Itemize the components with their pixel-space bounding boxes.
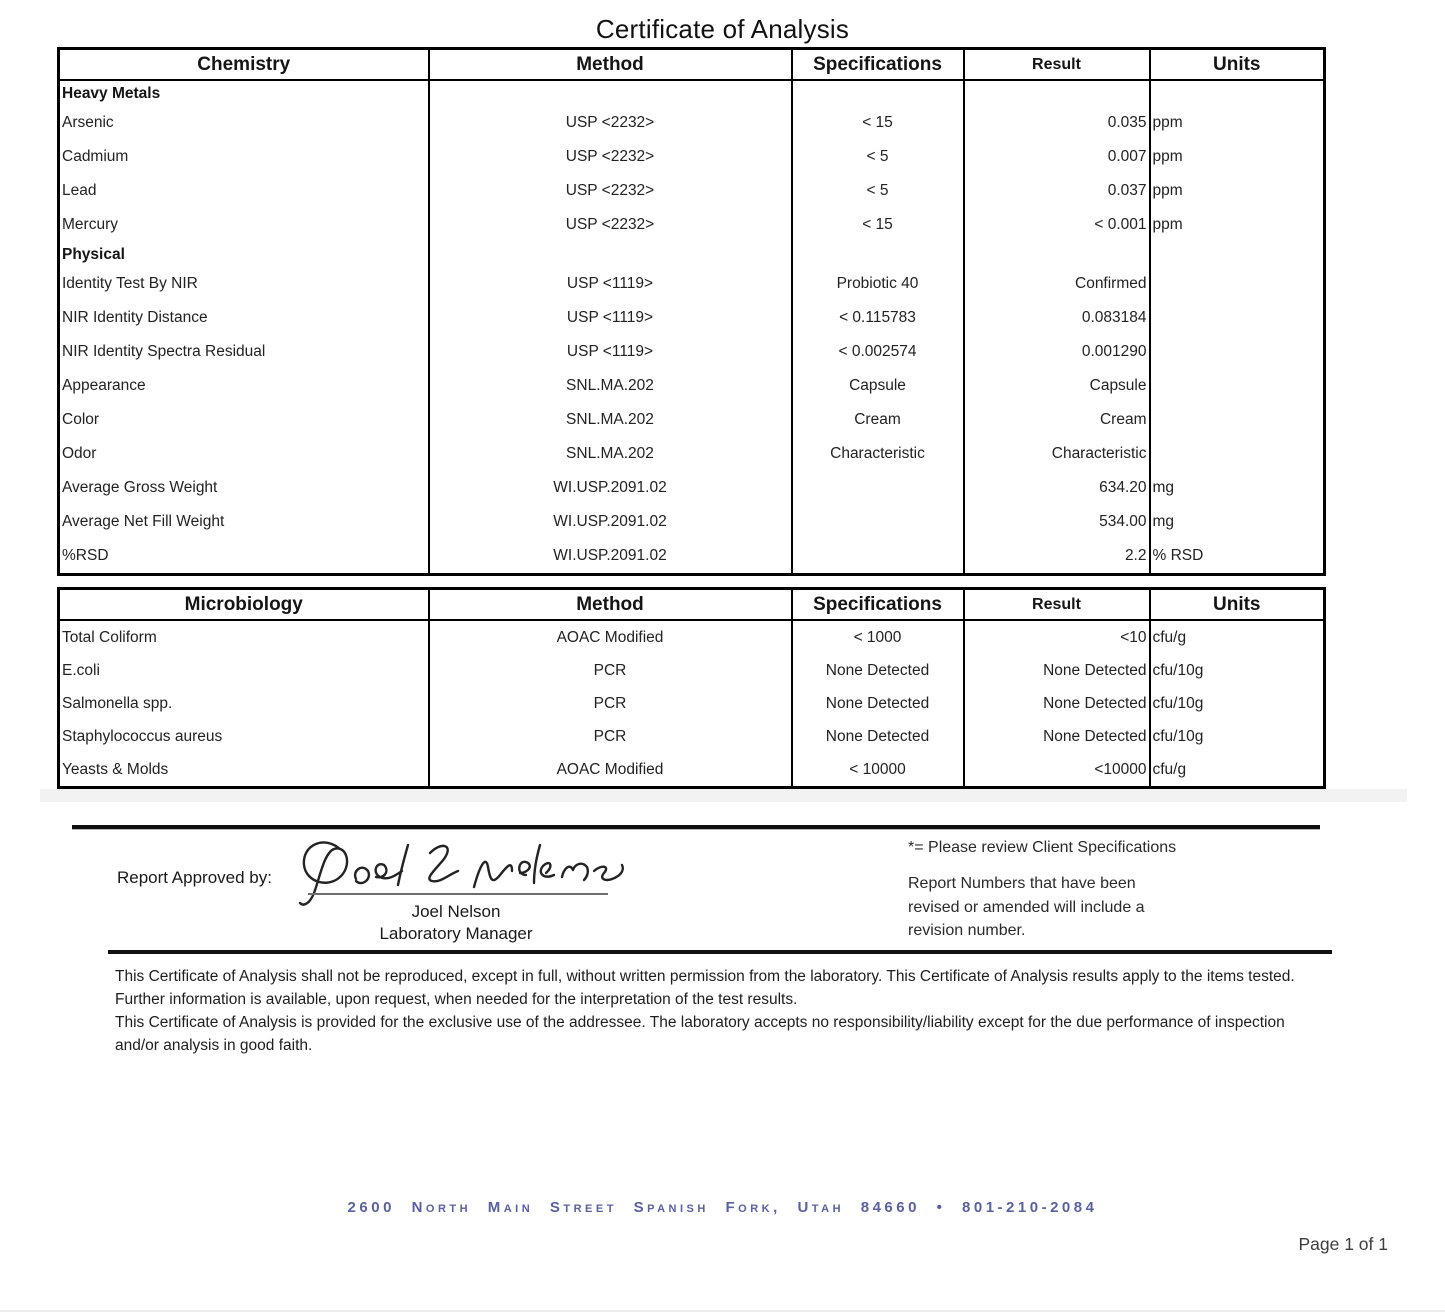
table-row — [59, 267, 1325, 301]
horizontal-rule-top — [72, 825, 1320, 830]
cell-spec: < 0.002574 — [792, 335, 964, 369]
table-row — [59, 539, 1325, 575]
cell-result: < 0.001 — [964, 208, 1150, 242]
table-row — [59, 403, 1325, 437]
cell-spec: < 0.115783 — [792, 301, 964, 335]
cell-method: USP <1119> — [429, 301, 792, 335]
cell-result: 0.037 — [964, 174, 1150, 208]
cell-label: Lead — [62, 182, 97, 199]
column-header-microbiology: Microbiology — [59, 589, 429, 621]
chemistry-table — [57, 47, 1326, 576]
horizontal-rule-bottom — [108, 950, 1332, 954]
cell-unit: ppm — [1150, 106, 1325, 140]
table-row — [59, 505, 1325, 539]
cell-unit: cfu/g — [1150, 753, 1325, 788]
cell-method: WI.USP.2091.02 — [429, 471, 792, 505]
bottom-edge-strip — [0, 1310, 1445, 1312]
cell-spec — [792, 471, 964, 505]
cell-spec: None Detected — [792, 720, 964, 753]
cell-method — [429, 242, 792, 267]
table-row — [59, 753, 1325, 788]
cell-spec — [792, 80, 964, 106]
cell-label: Average Net Fill Weight — [62, 513, 225, 530]
cell-unit: cfu/10g — [1150, 687, 1325, 720]
cell-spec — [792, 505, 964, 539]
revision-note: Report Numbers that have been revised or amended will include a revision number. — [908, 875, 1145, 939]
cell-spec: None Detected — [792, 687, 964, 720]
cell-method: WI.USP.2091.02 — [429, 505, 792, 539]
page-number: Page 1 of 1 — [1298, 1234, 1388, 1254]
cell-method: USP <2232> — [429, 106, 792, 140]
cell-unit — [1150, 437, 1325, 471]
column-header-method: Method — [429, 589, 792, 621]
client-specifications-note: *= Please review Client Specifications — [908, 839, 1177, 856]
cell-result — [964, 242, 1150, 267]
cell-label: Mercury — [62, 216, 118, 233]
cell-result: Cream — [964, 403, 1150, 437]
cell-result: Capsule — [964, 369, 1150, 403]
approver-role: Laboratory Manager — [379, 924, 533, 943]
cell-result: 0.007 — [964, 140, 1150, 174]
cell-unit — [1150, 242, 1325, 267]
cell-spec: < 5 — [792, 140, 964, 174]
cell-unit: ppm — [1150, 174, 1325, 208]
cell-spec: < 5 — [792, 174, 964, 208]
cell-unit: ppm — [1150, 208, 1325, 242]
cell-spec: None Detected — [792, 654, 964, 687]
cell-result: None Detected — [964, 654, 1150, 687]
cell-unit: ppm — [1150, 140, 1325, 174]
cell-spec: < 1000 — [792, 620, 964, 654]
cell-result: Characteristic — [964, 437, 1150, 471]
cell-result: Confirmed — [964, 267, 1150, 301]
cell-method: SNL.MA.202 — [429, 369, 792, 403]
cell-result: 0.083184 — [964, 301, 1150, 335]
cell-unit: mg — [1150, 505, 1325, 539]
cell-spec: Cream — [792, 403, 964, 437]
cell-unit — [1150, 80, 1325, 106]
cell-label: Average Gross Weight — [62, 479, 218, 496]
cell-spec: Probiotic 40 — [792, 267, 964, 301]
cell-label: %RSD — [62, 547, 109, 564]
column-header-specifications: Specifications — [792, 49, 964, 81]
cell-method — [429, 80, 792, 106]
cell-spec: Capsule — [792, 369, 964, 403]
cell-label: Yeasts & Molds — [62, 760, 169, 778]
cell-method: USP <2232> — [429, 140, 792, 174]
cell-result: 2.2 — [964, 539, 1150, 575]
cell-method: PCR — [429, 720, 792, 753]
cell-unit — [1150, 301, 1325, 335]
column-header-result: Result — [964, 589, 1150, 621]
cell-result: <10000 — [964, 753, 1150, 788]
cell-label: E.coli — [62, 661, 100, 679]
table-row — [59, 174, 1325, 208]
lab-address: 2600 North Main Street Spanish Fork, Utah 84660 • 801-210-2084 — [347, 1199, 1098, 1216]
disclaimer-text — [115, 965, 1307, 1057]
column-header-units: Units — [1150, 589, 1325, 621]
cell-result: 634.20 — [964, 471, 1150, 505]
cell-spec: < 10000 — [792, 753, 964, 788]
cell-result: <10 — [964, 620, 1150, 654]
disclaimer-paragraph-2: This Certificate of Analysis is provided for the exclusive use of the addressee. The laboratory accepts no responsibility/liability except for the due performance of inspection and/or analysis in good faith. — [115, 1014, 1285, 1054]
signature-line — [308, 893, 608, 895]
table-row — [59, 208, 1325, 242]
table-row — [59, 301, 1325, 335]
cell-result: None Detected — [964, 687, 1150, 720]
cell-label: NIR Identity Distance — [62, 309, 208, 326]
table-row — [59, 471, 1325, 505]
disclaimer-paragraph-1: This Certificate of Analysis shall not be reproduced, except in full, without written permission from the laboratory. This Certificate of Analysis results apply to the items tested. Further information is available, upon request, when needed for the interpretation of the test results. — [115, 968, 1295, 1008]
chemistry-header-row — [59, 49, 1325, 81]
cell-unit — [1150, 267, 1325, 301]
microbiology-table — [57, 587, 1326, 789]
approver-name: Joel Nelson — [411, 902, 501, 921]
cell-method: AOAC Modified — [429, 753, 792, 788]
cell-unit: cfu/g — [1150, 620, 1325, 654]
table-row — [59, 654, 1325, 687]
cell-result: 0.035 — [964, 106, 1150, 140]
section-row — [59, 242, 1325, 267]
cell-label: NIR Identity Spectra Residual — [62, 343, 266, 360]
gray-separator-band — [40, 789, 1407, 802]
cell-label: Identity Test By NIR — [62, 275, 198, 292]
cell-result: None Detected — [964, 720, 1150, 753]
page-title: Certificate of Analysis — [595, 14, 850, 44]
cell-label: Total Coliform — [62, 628, 157, 646]
cell-label: Heavy Metals — [62, 84, 161, 102]
table-row — [59, 106, 1325, 140]
cell-method: AOAC Modified — [429, 620, 792, 654]
cell-label: Arsenic — [62, 114, 114, 131]
cell-result: 0.001290 — [964, 335, 1150, 369]
cell-label: Cadmium — [62, 148, 129, 165]
cell-method: USP <1119> — [429, 267, 792, 301]
cell-method: USP <2232> — [429, 208, 792, 242]
column-header-units: Units — [1150, 49, 1325, 81]
cell-label: Color — [62, 411, 100, 428]
cell-spec: Characteristic — [792, 437, 964, 471]
cell-result: 534.00 — [964, 505, 1150, 539]
cell-spec: < 15 — [792, 208, 964, 242]
table-row — [59, 687, 1325, 720]
cell-method: USP <1119> — [429, 335, 792, 369]
cell-label: Physical — [62, 245, 125, 263]
cell-unit — [1150, 369, 1325, 403]
cell-result — [964, 80, 1150, 106]
column-header-specifications: Specifications — [792, 589, 964, 621]
cell-label: Odor — [62, 445, 97, 462]
cell-unit — [1150, 335, 1325, 369]
table-row — [59, 720, 1325, 753]
cell-unit: mg — [1150, 471, 1325, 505]
column-header-method: Method — [429, 49, 792, 81]
cell-unit — [1150, 403, 1325, 437]
cell-label: Salmonella spp. — [62, 694, 173, 712]
cell-spec: < 15 — [792, 106, 964, 140]
column-header-chemistry: Chemistry — [59, 49, 429, 81]
microbiology-header-row — [59, 589, 1325, 621]
cell-label: Appearance — [62, 377, 146, 394]
cell-method: SNL.MA.202 — [429, 437, 792, 471]
table-row — [59, 620, 1325, 654]
cell-method: USP <2232> — [429, 174, 792, 208]
cell-unit: cfu/10g — [1150, 654, 1325, 687]
cell-method: SNL.MA.202 — [429, 403, 792, 437]
cell-unit: % RSD — [1150, 539, 1325, 575]
section-row — [59, 80, 1325, 106]
cell-method: PCR — [429, 654, 792, 687]
cell-unit: cfu/10g — [1150, 720, 1325, 753]
signature-image — [296, 833, 626, 913]
table-row — [59, 140, 1325, 174]
table-row — [59, 335, 1325, 369]
cell-spec — [792, 539, 964, 575]
cell-label: Staphylococcus aureus — [62, 727, 223, 745]
cell-method: WI.USP.2091.02 — [429, 539, 792, 575]
cell-spec — [792, 242, 964, 267]
cell-method: PCR — [429, 687, 792, 720]
table-row — [59, 369, 1325, 403]
table-row — [59, 437, 1325, 471]
column-header-result: Result — [964, 49, 1150, 81]
report-approved-by-label: Report Approved by: — [117, 868, 272, 887]
